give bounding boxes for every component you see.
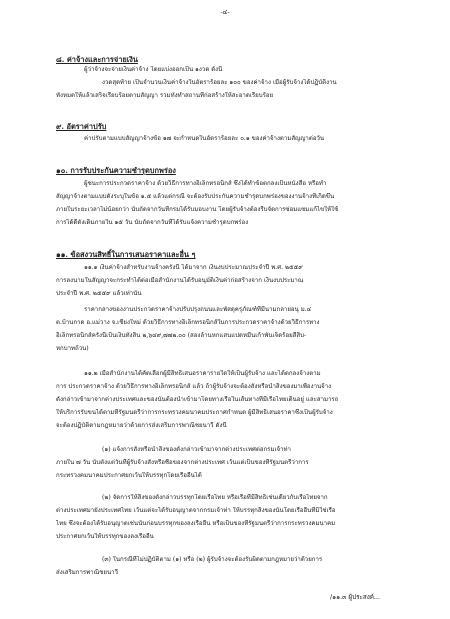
text-line: ให้บริการรับขนได้ตามที่รัฐมนตรีว่าการกระทรวงคมนาคมประกาศกำหนด ผู้มีสิทธิเสนอราคาซึ่งเป็นผู้รับจ้าง — [56, 409, 333, 416]
text-line: ไทย ซึ่งจะต้องได้รับอนุญาตเช่นนั้นก่อนบรรทุกของลงเรืออื่น หรือเป็นของที่รัฐมนตรีว่าการกระทรวงคมนาคม — [56, 520, 336, 527]
text-line: งวดสุดท้าย เป็นจำนวนเงินค่าจ้างในอัตราร้อยละ ๑๐๐ ของค่าจ้าง เมื่อผู้รับจ้างได้ปฏิบัติงาน — [102, 79, 337, 86]
text-line: ๑๑.๑ เงินค่าจ้างสำหรับงานจ้างครั้งนี้ ได้มาจาก เงินงบประมาณประจำปี พ.ศ. ๒๕๕๙ — [84, 264, 303, 271]
text-line: ค่าปรับตามแบบสัญญาจ้างข้อ ๑๗ จะกำหนดในอัตราร้อยละ ๐.๑ ของค่าจ้างตามสัญญาต่อวัน — [84, 135, 325, 142]
text-line: ประจำปี พ.ศ. ๒๕๕๙ แล้วเท่านั้น — [56, 290, 142, 297]
text-line: (๑) แจ้งการสั่งหรือนำสิ่งของดังกล่าวเข้ามาจากต่างประเทศต่อกรมเจ้าท่า — [102, 446, 291, 453]
text-line: ราคากลางของงานประกวดราคาจ้างปรับปรุงถนนและพัสดุครุภัณฑ์ที่มีนามกลายอนุ ม.๔ — [84, 306, 312, 313]
text-line: ดังกล่าวเข้ามาจากต่างประเทศและของนั้นต้องนำเข้ามาโดยทางเรือในเส้นทางที่มีเรือไทยเดินอยู่ และสามารถ — [56, 396, 339, 403]
text-line: ผู้ว่าจ้างจะจ่ายเงินค่าจ้าง โดยแบ่งออกเป็น ๑งวด ดังนี้ — [84, 66, 223, 73]
text-line: ภายใน ๗ วัน นับตั้งแต่วันที่ผู้รับจ้างสั่งหรือซื้อของจากต่างประเทศ เว้นแต่เป็นของที่รัฐมนตรีว่าการ — [56, 459, 309, 466]
text-line: อิเล็กทรอนิกส์ครั้งนี้เป็นเงินทั้งสิ้น ๒,๖๔๙,๗๗๒.๐๐ (สองล้านหกแสนแปดหมื่นเก้าพันเจ็ดร้อยสี่สิบ- — [56, 332, 307, 339]
page-number: -๔- — [220, 8, 230, 16]
text-line: กระทรวงคมนาคมประกาศยกเว้นให้บรรทุกโดยเรืออื่นได้ — [56, 472, 202, 479]
text-line: ประกาศยกเว้นให้บรรทุกของลงเรืออื่น — [56, 533, 154, 540]
text-line: ส่งเสริมการพาณิชยนาวี — [56, 569, 118, 576]
text-line: สัญญาจ้างตามแบบดังระบุในข้อ ๑.๕ แล้วแต่กรณี จะต้องรับประกันความชำรุดบกพร่องของงานจ้างที่เกิดขึ้น — [56, 193, 335, 200]
text-line: ต่างประเทศมายังประเทศไทย เว้นแต่จะได้รับอนุญาตจากกรมเจ้าท่า ให้บรรทุกสิ่งของนั้นโดยเรืออื่นที่มิใช่เรือ — [56, 507, 336, 514]
text-line: ต.บ้านกาด อ.แม่วาง จ.เชียงใหม่ ด้วยวิธีการทางอิเล็กทรอนิกส์ในการประกวดราคาจ้างด้วยวิธีการทาง — [56, 319, 320, 326]
text-line: การลงนามในสัญญาจะกระทำได้ต่อเมื่อสำนักงานได้รับอนุมัติเงินค่าก่อสร้างจาก เงินงบประมาณ — [56, 277, 304, 284]
text-line: หกบาทถ้วน) — [56, 345, 89, 352]
text-line: การได้ดีดังเดิมภายใน ๑๕ วัน นับถัดจากวันที่ได้รับแจ้งความชำรุดบกพร่อง — [56, 219, 249, 226]
section-heading-warranty: ๑๐. การรับประกันความชำรุดบกพร่อง — [56, 166, 176, 175]
text-line: (๓) ในกรณีที่ไม่ปฏิบัติตาม (๑) หรือ (๒) ผู้รับจ้างจะต้องรับผิดตามกฎหมายว่าด้วยการ — [102, 556, 323, 563]
section-heading-payment: ๘. ค่าจ้างและการจ่ายเงิน — [56, 55, 138, 64]
text-line: ๑๑.๒ เมื่อสำนักงานได้คัดเลือกผู้มีสิทธิเสนอราคารายใดให้เป็นผู้รับจ้าง และได้ตกลงจ้างตาม — [84, 370, 321, 377]
text-line: จะต้องปฏิบัติตามกฎหมายว่าด้วยการส่งเสริมการพาณิชยนาวี ดังนี้ — [56, 422, 227, 429]
section-heading-reservations: ๑๑. ข้อสงวนสิทธิ์ในการเสนอราคาและอื่น ๆ — [56, 250, 196, 259]
text-line: ภายในระยะเวลาไม่น้อยกว่า นับถัดจากวันที่กรมได้รับมอบงาน โดยผู้รับจ้างต้องรีบจัดการซ่อมแซมแก้ไขให้ใช้ — [56, 206, 339, 213]
section-heading-penalty: ๙. อัตราค่าปรับ — [56, 122, 107, 131]
text-line: การ ประกวดราคาจ้าง ด้วยวิธีการทางอิเล็กทรอนิกส์ แล้ว ถ้าผู้รับจ้างจะต้องสั่งหรือนำสิ่งของมาเพื่องานจ้าง — [56, 383, 332, 390]
continuation-marker: /๑๑.๓ ผู้ประสงค์... — [330, 594, 381, 601]
text-line: (๒) จัดการให้สิ่งของดังกล่าวบรรทุกโดยเรือไทย หรือเรือที่มีสิทธิเช่นเดียวกับเรือไทยจาก — [102, 494, 328, 501]
text-line: ผู้ชนะการประกวดราคาจ้าง ด้วยวิธีการทางอิเล็กทรอนิกส์ ซึ่งได้ทำข้อตกลงเป็นหนังสือ หรือทำ — [84, 180, 327, 187]
text-line: ทั้งหมดให้แล้วเสร็จเรียบร้อยตามสัญญา รวมทั้งทำสถานที่ก่อสร้างให้สะอาดเรียบร้อย — [56, 92, 274, 99]
